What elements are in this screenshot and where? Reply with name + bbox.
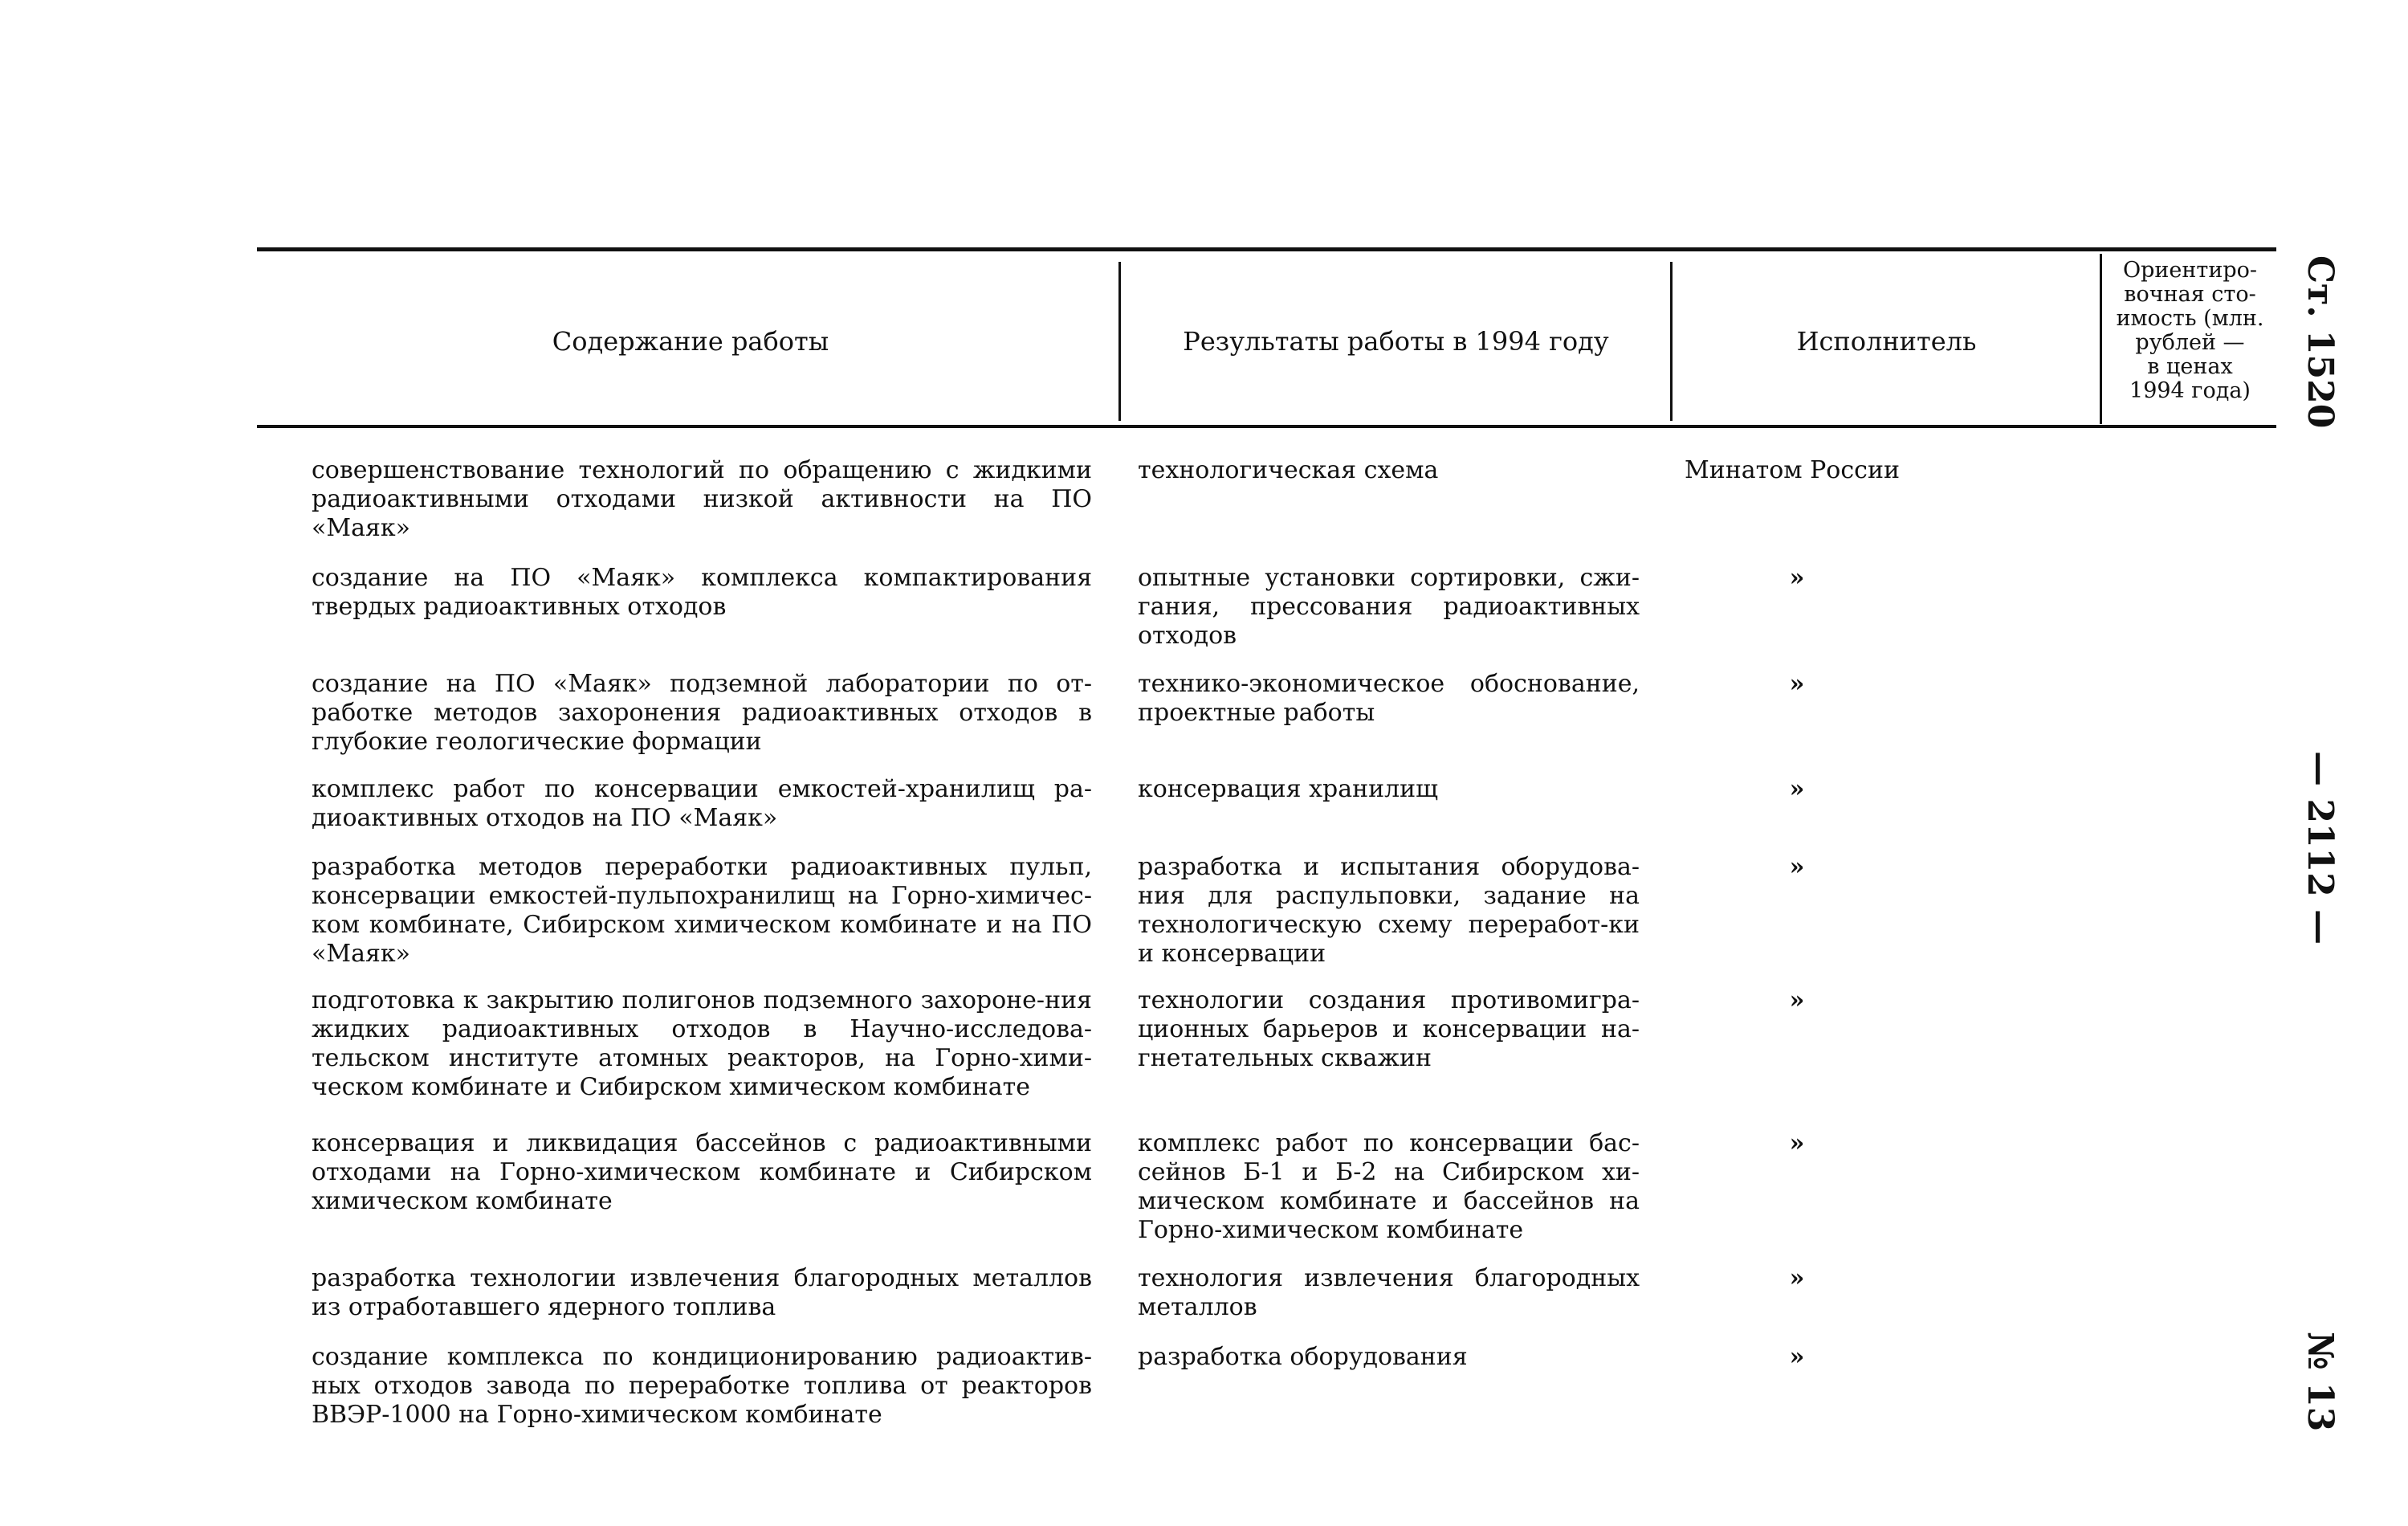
header-cost: Ориентиро- вочная сто- имость (млн. рублей — в ценах 1994 года) [2116, 258, 2264, 403]
row-2-executor: » [1789, 564, 1805, 592]
row-5-executor: » [1789, 853, 1805, 881]
row-3-executor: » [1789, 670, 1805, 698]
header-divider-3 [2100, 254, 2102, 424]
row-9-result: разработка оборудования [1138, 1343, 1468, 1371]
row-5-content: разработка методов переработки радиоактивных пульп, консервации емкостей-пульпохранилищ на Горно-химичес-ком комбинате, Сибирском химическом комбинате и на ПО «Маяк» [312, 853, 1092, 968]
margin-issue-number: № 13 [2300, 1332, 2341, 1432]
header-content: Содержание работы [552, 326, 829, 357]
row-1-executor: Минатом России [1685, 456, 1900, 484]
header-results: Результаты работы в 1994 году [1183, 326, 1609, 357]
row-7-content: консервация и ликвидация бассейнов с радиоактивными отходами на Горно-химическом комбинате и Сибирском химическом комбинате [312, 1129, 1092, 1215]
row-7-executor: » [1789, 1129, 1805, 1157]
header-divider-1 [1118, 262, 1121, 421]
row-3-content: создание на ПО «Маяк» подземной лаборатории по от-работке методов захоронения радиоактивных отходов в глубокие геологические формации [312, 670, 1092, 756]
row-1-result: технологическая схема [1138, 456, 1439, 484]
row-5-result: разработка и испытания оборудова-ния для распульповки, задание на технологическую схему переработ-ки и консервации [1138, 853, 1640, 968]
row-3-result: технико-экономическое обоснование, проектные работы [1138, 670, 1640, 727]
row-6-executor: » [1789, 986, 1805, 1014]
row-7-result: комплекс работ по консервации бас-сейнов Б-1 и Б-2 на Сибирском хи-мическом комбинате и бассейнов на Горно-химическом комбинате [1138, 1129, 1640, 1244]
row-6-result: технологии создания противомигра-ционных барьеров и консервации на-гнетательных скважин [1138, 986, 1640, 1072]
row-8-executor: » [1789, 1264, 1805, 1292]
table-top-rule [257, 247, 2276, 251]
row-2-content: создание на ПО «Маяк» комплекса компактирования твердых радиоактивных отходов [312, 564, 1092, 621]
row-4-result: консервация хранилищ [1138, 775, 1439, 803]
header-executor: Исполнитель [1796, 326, 1977, 357]
margin-page-number: — 2112 — [2300, 751, 2341, 945]
row-9-content: создание комплекса по кондиционированию радиоактив-ных отходов завода по переработке топлива от реакторов ВВЭР-1000 на Горно-химическом комбинате [312, 1343, 1092, 1429]
row-8-result: технология извлечения благородных металлов [1138, 1264, 1640, 1321]
margin-article-number: Ст. 1520 [2300, 255, 2341, 429]
row-1-content: совершенствование технологий по обращению с жидкими радиоактивными отходами низкой активности на ПО «Маяк» [312, 456, 1092, 542]
header-divider-2 [1670, 262, 1673, 421]
row-2-result: опытные установки сортировки, сжи-гания, прессования радиоактивных отходов [1138, 564, 1640, 650]
row-9-executor: » [1789, 1343, 1805, 1371]
header-bottom-rule [257, 425, 2276, 428]
row-8-content: разработка технологии извлечения благородных металлов из отработавшего ядерного топлива [312, 1264, 1092, 1321]
row-4-content: комплекс работ по консервации емкостей-хранилищ ра-диоактивных отходов на ПО «Маяк» [312, 775, 1092, 832]
row-4-executor: » [1789, 775, 1805, 803]
row-6-content: подготовка к закрытию полигонов подземного захороне-ния жидких радиоактивных отходов в Научно-исследова-тельском институте атомных реакторов, на Горно-хими-ческом комбинате и Сибирском химическом комбинате [312, 986, 1092, 1101]
